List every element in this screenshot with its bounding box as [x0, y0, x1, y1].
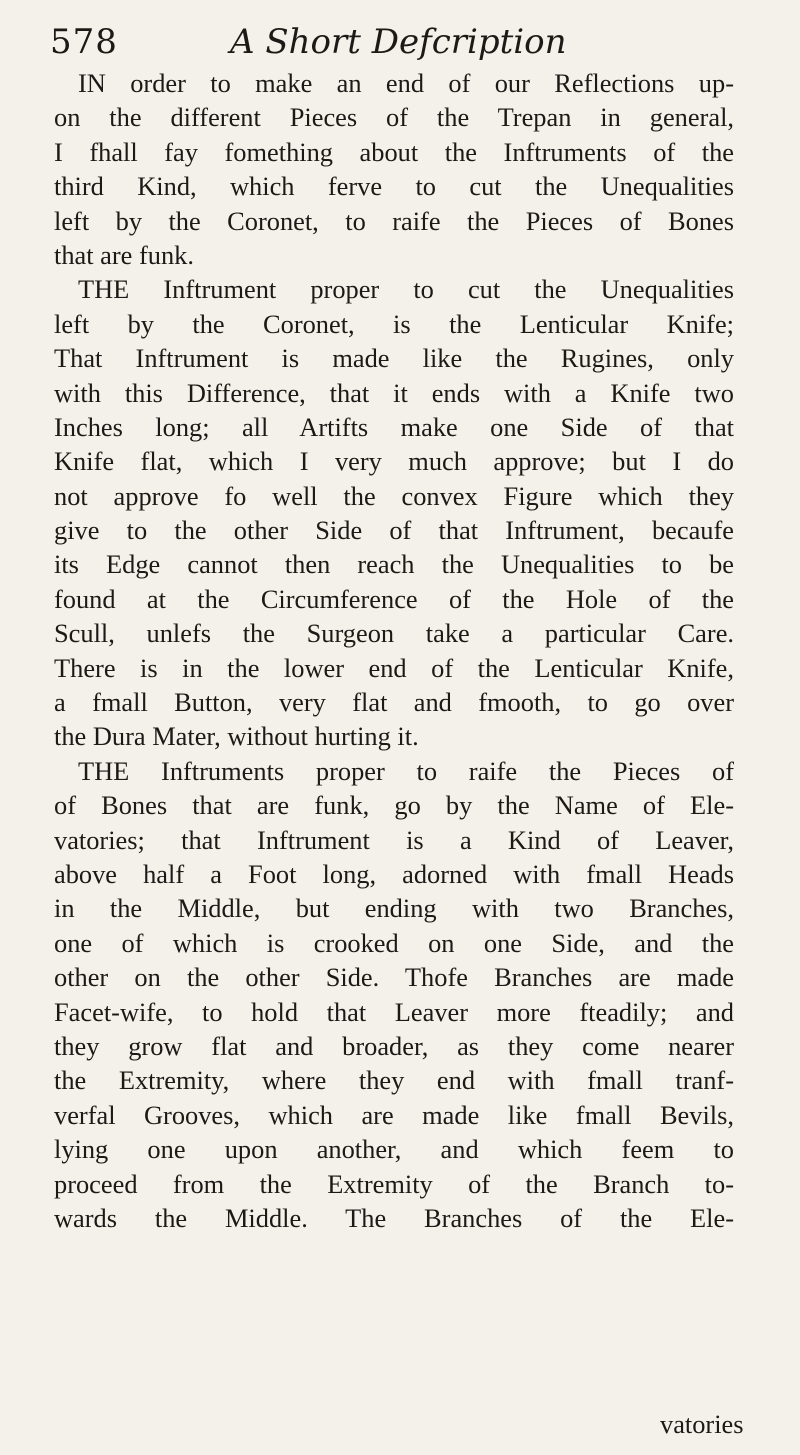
text-line: that are funk. [54, 239, 194, 270]
text-line: above half a Foot long, adorned with fmall Heads [54, 858, 734, 889]
text-line: proceed from the Extremity of the Branch to- [54, 1168, 734, 1199]
text-line: its Edge cannot then reach the Unequalities to be [54, 549, 734, 580]
text-line: they grow flat and broader, as they come nearer [54, 1030, 734, 1061]
catchword: vatories [660, 1409, 744, 1439]
text-line: in the Middle, but ending with two Branches, [54, 893, 734, 924]
text-line: Facet-wife, to hold that Leaver more fteadily; and [54, 996, 734, 1027]
text-line: IN order to make an end of our Reflections up- [78, 68, 734, 98]
text-line: of Bones that are funk, go by the Name of Ele- [54, 790, 734, 821]
text-line: verfal Grooves, which are made like fmall Bevils, [54, 1099, 734, 1130]
text-line: found at the Circumference of the Hole of the [54, 583, 734, 614]
text-line: Inches long; all Artifts make one Side of that [54, 411, 734, 442]
text-line: left by the Coronet, to raife the Pieces of Bones [54, 205, 734, 236]
text-line: third Kind, which ferve to cut the Unequalities [54, 171, 734, 202]
text-line: vatories; that Inftrument is a Kind of Leaver, [54, 824, 734, 855]
page-number: 578 [50, 22, 118, 62]
text-line: I fhall fay fomething about the Inftruments of the [54, 136, 734, 167]
text-line: the Dura Mater, without hurting it. [54, 721, 419, 752]
text-line: Scull, unlefs the Surgeon take a particular Care. [54, 618, 734, 649]
text-line: Knife flat, which I very much approve; but I do [54, 446, 734, 477]
text-line: give to the other Side of that Inftrument, becaufe [54, 515, 734, 546]
text-line: wards the Middle. The Branches of the Ele- [54, 1202, 734, 1233]
body-text [54, 66, 734, 1235]
running-head: A Short Defcription [230, 22, 567, 62]
text-line: one of which is crooked on one Side, and the [54, 927, 734, 958]
text-line: left by the Coronet, is the Lenticular Knife; [54, 308, 734, 339]
text-line: on the different Pieces of the Trepan in general, [54, 102, 734, 133]
text-line: There is in the lower end of the Lenticular Knife, [54, 652, 734, 683]
text-line: with this Difference, that it ends with a Knife two [54, 377, 734, 408]
text-line: That Inftrument is made like the Rugines, only [54, 343, 734, 374]
text-line: lying one upon another, and which feem to [54, 1134, 734, 1165]
text-line: the Extremity, where they end with fmall tranf- [54, 1065, 734, 1096]
page-header [50, 18, 740, 66]
text-line: not approve fo well the convex Figure which they [54, 480, 734, 511]
text-line: other on the other Side. Thofe Branches are made [54, 962, 734, 993]
text-line: a fmall Button, very flat and fmooth, to go over [54, 687, 734, 718]
text-line: THE Inftruments proper to raife the Pieces of [78, 755, 734, 786]
text-line: THE Inftrument proper to cut the Unequalities [78, 274, 734, 305]
